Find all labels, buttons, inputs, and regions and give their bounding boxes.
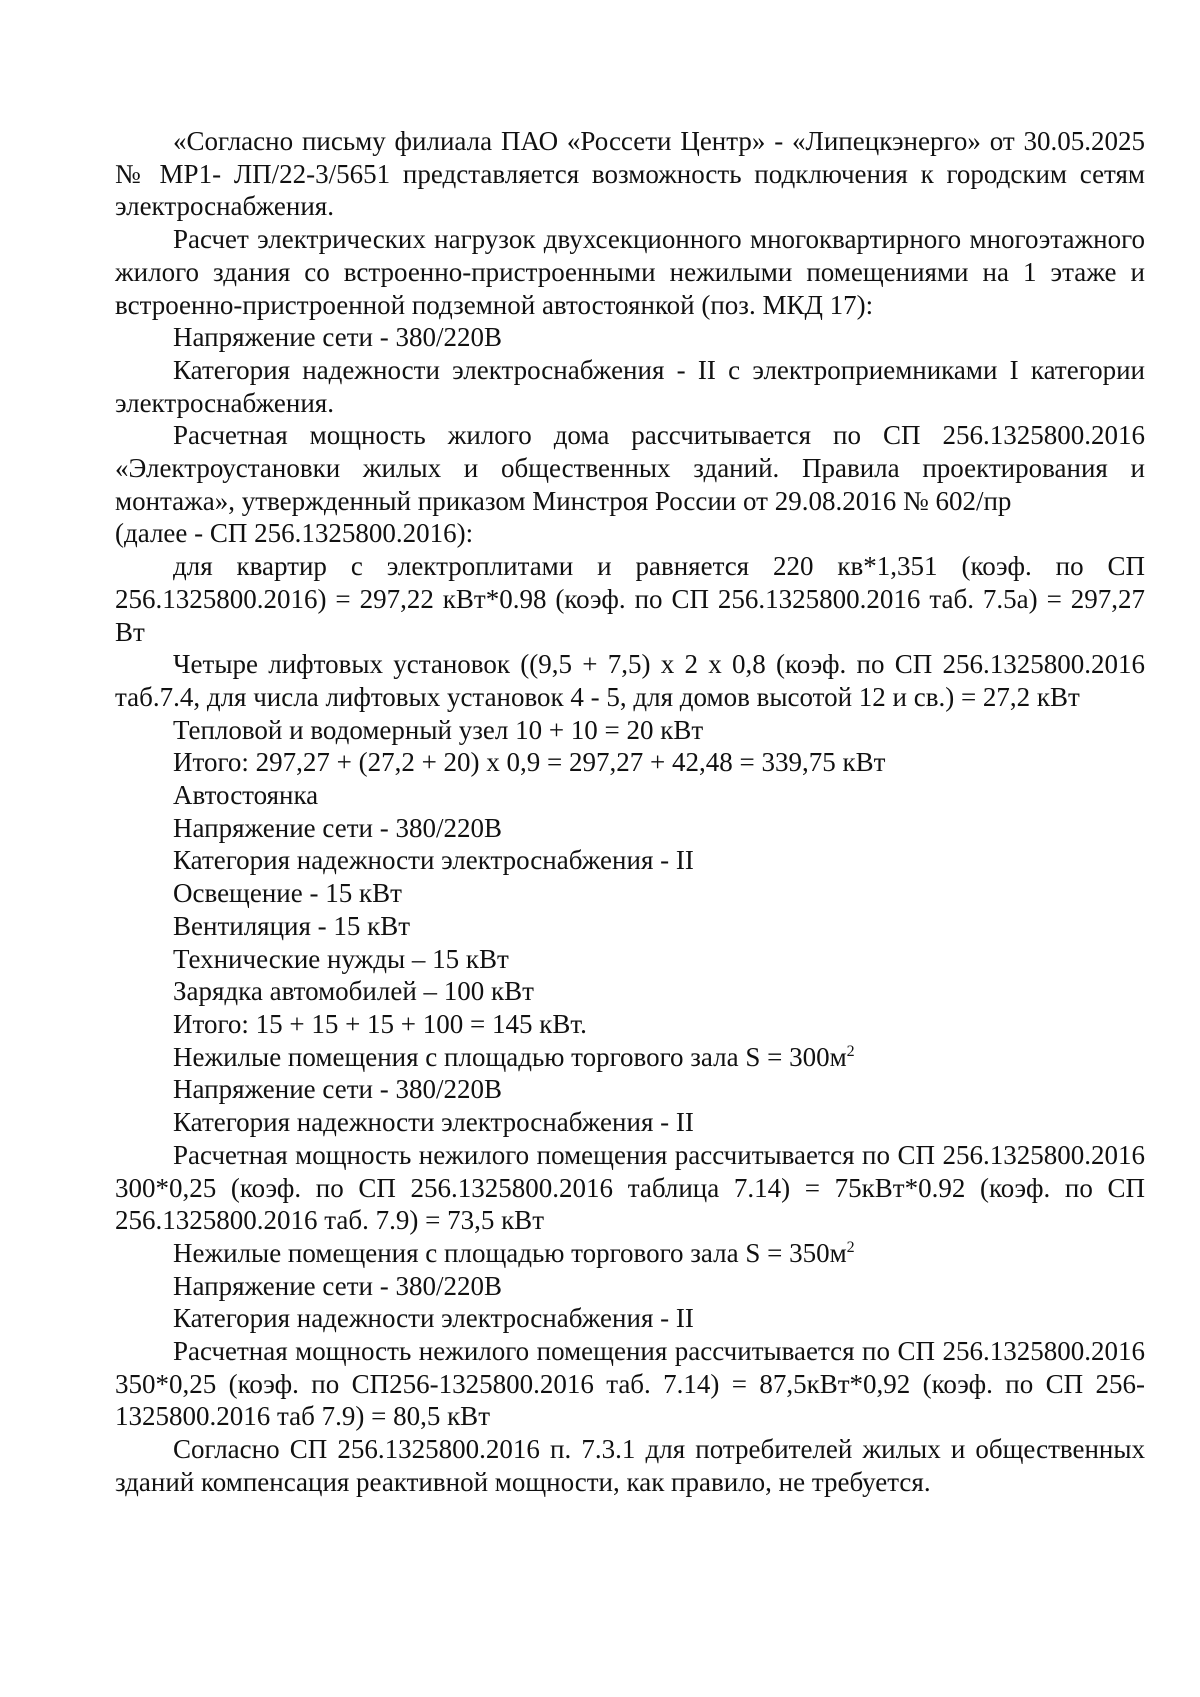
paragraph-nonresidential-350-voltage: Напряжение сети - 380/220В	[173, 1270, 502, 1301]
paragraph-nonresidential-350-reliability: Категория надежности электроснабжения - II	[173, 1303, 694, 1334]
heading-nonresidential-350-text: Нежилые помещения с площадью торгового зала S = 350м	[173, 1237, 847, 1268]
paragraph-load-calculation-intro: Расчет электрических нагрузок двухсекционного многоквартирного многоэтажного жилого здания со встроенно-пристроенными нежилыми помещениями на 1 этаже и встроенно-пристроенной подземной автостоянкой (поз. МКД 17):	[115, 224, 1145, 320]
paragraph-nonresidential-300-voltage: Напряжение сети - 380/220В	[173, 1074, 502, 1105]
paragraph-apartments-power: для квартир с электроплитами и равняется 220 кв*1,351 (коэф. по СП 256.1325800.2016) = 297,22 кВт*0.98 (коэф. по СП 256.1325800.2016 таб. 7.5а) = 297,27 Вт	[115, 551, 1145, 647]
paragraph-nonresidential-300-power: Расчетная мощность нежилого помещения рассчитывается по СП 256.1325800.2016 300*0,25 (коэф. по СП 256.1325800.2016 таблица 7.14) = 75кВт*0.92 (коэф. по СП 256.1325800.2016 таб. 7.9) = 73,5 кВт	[115, 1139, 1145, 1236]
paragraph-network-voltage: Напряжение сети - 380/220В	[173, 322, 502, 353]
heading-nonresidential-300	[115, 1041, 1145, 1074]
paragraph-elevators-power: Четыре лифтовых установок ((9,5 + 7,5) х 2 х 0,8 (коэф. по СП 256.1325800.2016 таб.7.4, для числа лифтовых установок 4 - 5, для домов высотой 12 и св.) = 27,2 кВт	[115, 649, 1145, 712]
paragraph-nonresidential-350-power: Расчетная мощность нежилого помещения рассчитывается по СП 256.1325800.2016 350*0,25 (коэф. по СП256-1325800.2016 таб. 7.14) = 87,5кВт*0,92 (коэф. по СП 256-1325800.2016 таб 7.9) = 80,5 кВт	[115, 1336, 1145, 1432]
paragraph-parking-ventilation: Вентиляция - 15 кВт	[173, 910, 411, 941]
superscript-squared: 2	[846, 1042, 855, 1060]
paragraph-nonresidential-300-reliability: Категория надежности электроснабжения - II	[173, 1107, 694, 1138]
paragraph-connection-letter: «Согласно письму филиала ПАО «Россети Центр» - «Липецкэнерго» от 30.05.2025 № МР1- ЛП/22-3/5651 представляется возможность подключения к городским сетям электроснабжения.	[115, 126, 1145, 222]
paragraph-parking-lighting: Освещение - 15 кВт	[173, 878, 402, 909]
paragraph-parking-ev-charging: Зарядка автомобилей – 100 кВт	[173, 976, 534, 1007]
paragraph-parking-voltage: Напряжение сети - 380/220В	[173, 812, 502, 843]
paragraph-total-residential: Итого: 297,27 + (27,2 + 20) х 0,9 = 297,27 + 42,48 = 339,75 кВт	[173, 747, 886, 778]
heading-nonresidential-350	[115, 1237, 1145, 1270]
paragraph-heat-water-unit: Тепловой и водомерный узел 10 + 10 = 20 кВт	[173, 714, 704, 745]
paragraph-design-power-reference-cont: (далее - СП 256.1325800.2016):	[115, 518, 474, 549]
paragraph-parking-technical-needs: Технические нужды – 15 кВт	[173, 943, 509, 974]
paragraph-parking-total: Итого: 15 + 15 + 15 + 100 = 145 кВт.	[173, 1008, 587, 1039]
paragraph-design-power-reference: Расчетная мощность жилого дома рассчитывается по СП 256.1325800.2016 «Электроустановки жилых и общественных зданий. Правила проектирования и монтажа», утвержденный приказом Минстроя России от 29.08.2016 № 602/пр	[115, 420, 1145, 516]
paragraph-reactive-power-compensation: Согласно СП 256.1325800.2016 п. 7.3.1 для потребителей жилых и общественных зданий компенсация реактивной мощности, как правило, не требуется.	[115, 1434, 1145, 1497]
paragraph-reliability-category: Категория надежности электроснабжения - II с электроприемниками I категории электроснабжения.	[115, 354, 1145, 418]
paragraph-parking-reliability: Категория надежности электроснабжения - II	[173, 845, 694, 876]
heading-nonresidential-300-text: Нежилые помещения с площадью торгового зала S = 300м	[173, 1041, 847, 1072]
heading-parking: Автостоянка	[173, 780, 319, 811]
superscript-squared: 2	[846, 1238, 855, 1256]
document-body	[115, 125, 1145, 1499]
